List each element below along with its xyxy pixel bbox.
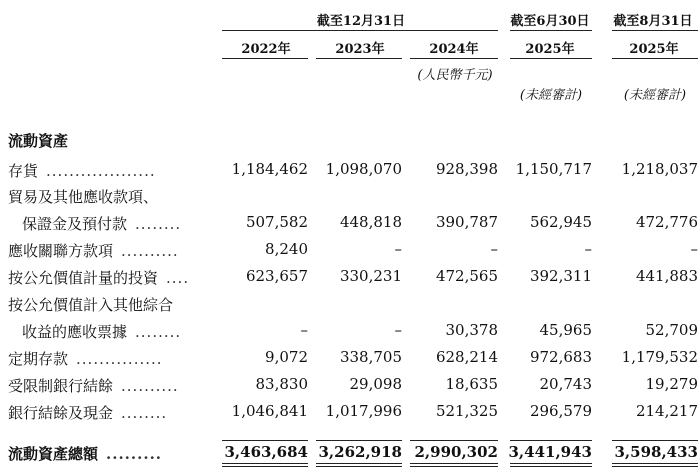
table-cell: 562,945: [529, 213, 592, 231]
unaudited-note-2: (未經審計): [623, 88, 687, 103]
total-top-rule-1: [222, 440, 308, 441]
header-group-aug31: 截至8月31日: [613, 14, 693, 29]
dot-leader: ........: [135, 323, 182, 341]
row-label-text: 銀行結餘及現金: [8, 404, 114, 422]
row-label-text: 定期存款: [8, 350, 69, 368]
table-cell: 1,098,070: [325, 160, 402, 178]
row-label-text: 受限制銀行結餘: [8, 377, 114, 395]
table-cell: 3,598,433: [614, 443, 698, 461]
table-cell: 8,240: [265, 240, 308, 258]
year-header-1: 2022年: [241, 42, 291, 57]
table-cell: 1,017,996: [325, 402, 402, 420]
year-rule-4: [510, 58, 592, 59]
dot-leader: ..........: [121, 242, 179, 260]
table-cell: 52,709: [645, 321, 698, 339]
row-label: [8, 375, 179, 396]
header-group-aug31-rule: [612, 30, 698, 31]
dot-leader: ........: [135, 215, 182, 233]
table-cell: 392,311: [529, 267, 592, 285]
dot-leader: ........: [121, 404, 168, 422]
table-cell: 18,635: [445, 375, 498, 393]
table-cell: 448,818: [339, 213, 402, 231]
table-cell: 3,463,684: [224, 443, 308, 461]
row-label: [8, 294, 173, 315]
total-top-rule-2: [316, 440, 402, 441]
dot-leader: ....: [166, 269, 190, 287]
total-double-rule-2a: [316, 463, 402, 464]
table-cell: 472,776: [635, 213, 698, 231]
year-header-5: 2025年: [629, 42, 679, 57]
table-cell: 1,184,462: [231, 160, 308, 178]
table-cell: 1,218,037: [621, 160, 698, 178]
table-cell: 214,217: [635, 402, 698, 420]
table-cell: 29,098: [349, 375, 402, 393]
table-cell: 9,072: [265, 348, 308, 366]
total-top-rule-4: [510, 440, 592, 441]
total-double-rule-5a: [612, 463, 698, 464]
row-label-text: 應收關聯方款項: [8, 242, 114, 260]
header-group-jun30: 截至6月30日: [510, 14, 590, 29]
row-label: [8, 240, 179, 261]
row-label: [8, 443, 162, 464]
row-label: [8, 348, 163, 369]
row-label: [8, 267, 189, 288]
table-cell: 30,378: [445, 321, 498, 339]
header-group-dec31-rule: [222, 30, 498, 31]
year-rule-2: [316, 58, 402, 59]
dot-leader: ...............: [76, 350, 163, 368]
table-cell: 390,787: [435, 213, 498, 231]
year-header-4: 2025年: [525, 42, 575, 57]
table-cell: 972,683: [529, 348, 592, 366]
year-rule-5: [612, 58, 698, 59]
table-cell: 338,705: [339, 348, 402, 366]
table-cell: 83,830: [255, 375, 308, 393]
table-cell: –: [584, 240, 592, 258]
table-cell: –: [394, 321, 402, 339]
row-label-text: 按公允價值計量的投資: [8, 269, 159, 287]
table-cell: 2,990,302: [414, 443, 498, 461]
dot-leader: ...................: [46, 162, 156, 180]
section-title: 流動資產: [8, 132, 69, 150]
table-cell: 45,965: [539, 321, 592, 339]
table-cell: 1,046,841: [231, 402, 308, 420]
header-group-jun30-rule: [510, 30, 592, 31]
row-label: [8, 186, 158, 207]
row-label-text: 按公允價值計入其他綜合: [8, 296, 174, 314]
table-cell: –: [300, 321, 308, 339]
table-cell: –: [490, 240, 498, 258]
row-label: [8, 402, 167, 423]
row-label: [8, 160, 156, 181]
currency-note: (人民幣千元): [417, 68, 493, 83]
total-top-rule-5: [612, 440, 698, 441]
table-cell: 296,579: [529, 402, 592, 420]
total-double-rule-1a: [222, 463, 308, 464]
row-label-text: 收益的應收票據: [22, 323, 128, 341]
table-cell: 507,582: [245, 213, 308, 231]
total-double-rule-1b: [222, 466, 308, 467]
year-header-3: 2024年: [429, 42, 479, 57]
table-cell: 472,565: [435, 267, 498, 285]
table-cell: 3,262,918: [318, 443, 402, 461]
table-cell: 19,279: [645, 375, 698, 393]
row-label: [22, 213, 181, 234]
dot-leader: ..........: [121, 377, 179, 395]
table-cell: 441,883: [635, 267, 698, 285]
table-cell: 928,398: [435, 160, 498, 178]
table-cell: 623,657: [245, 267, 308, 285]
table-cell: 1,179,532: [621, 348, 698, 366]
total-double-rule-3a: [410, 463, 498, 464]
table-cell: –: [690, 240, 698, 258]
total-double-rule-4b: [510, 466, 592, 467]
total-double-rule-4a: [510, 463, 592, 464]
header-group-dec31: 截至12月31日: [316, 14, 406, 29]
total-double-rule-5b: [612, 466, 698, 467]
table-cell: 330,231: [339, 267, 402, 285]
total-double-rule-2b: [316, 466, 402, 467]
year-rule-1: [222, 58, 308, 59]
table-cell: 1,150,717: [515, 160, 592, 178]
unaudited-note-1: (未經審計): [519, 88, 583, 103]
table-cell: –: [394, 240, 402, 258]
row-label-text: 貿易及其他應收款項、: [8, 188, 159, 206]
row-label: [22, 321, 181, 342]
table-cell: 20,743: [539, 375, 592, 393]
table-cell: 628,214: [435, 348, 498, 366]
row-label-text: 流動資產總額: [8, 445, 99, 463]
total-top-rule-3: [410, 440, 498, 441]
year-header-2: 2023年: [335, 42, 385, 57]
year-rule-3: [410, 58, 498, 59]
total-double-rule-3b: [410, 466, 498, 467]
dot-leader: .........: [106, 445, 163, 463]
table-cell: 3,441,943: [508, 443, 592, 461]
table-cell: 521,325: [435, 402, 498, 420]
row-label-text: 保證金及預付款: [22, 215, 128, 233]
row-label-text: 存貨: [8, 162, 39, 180]
